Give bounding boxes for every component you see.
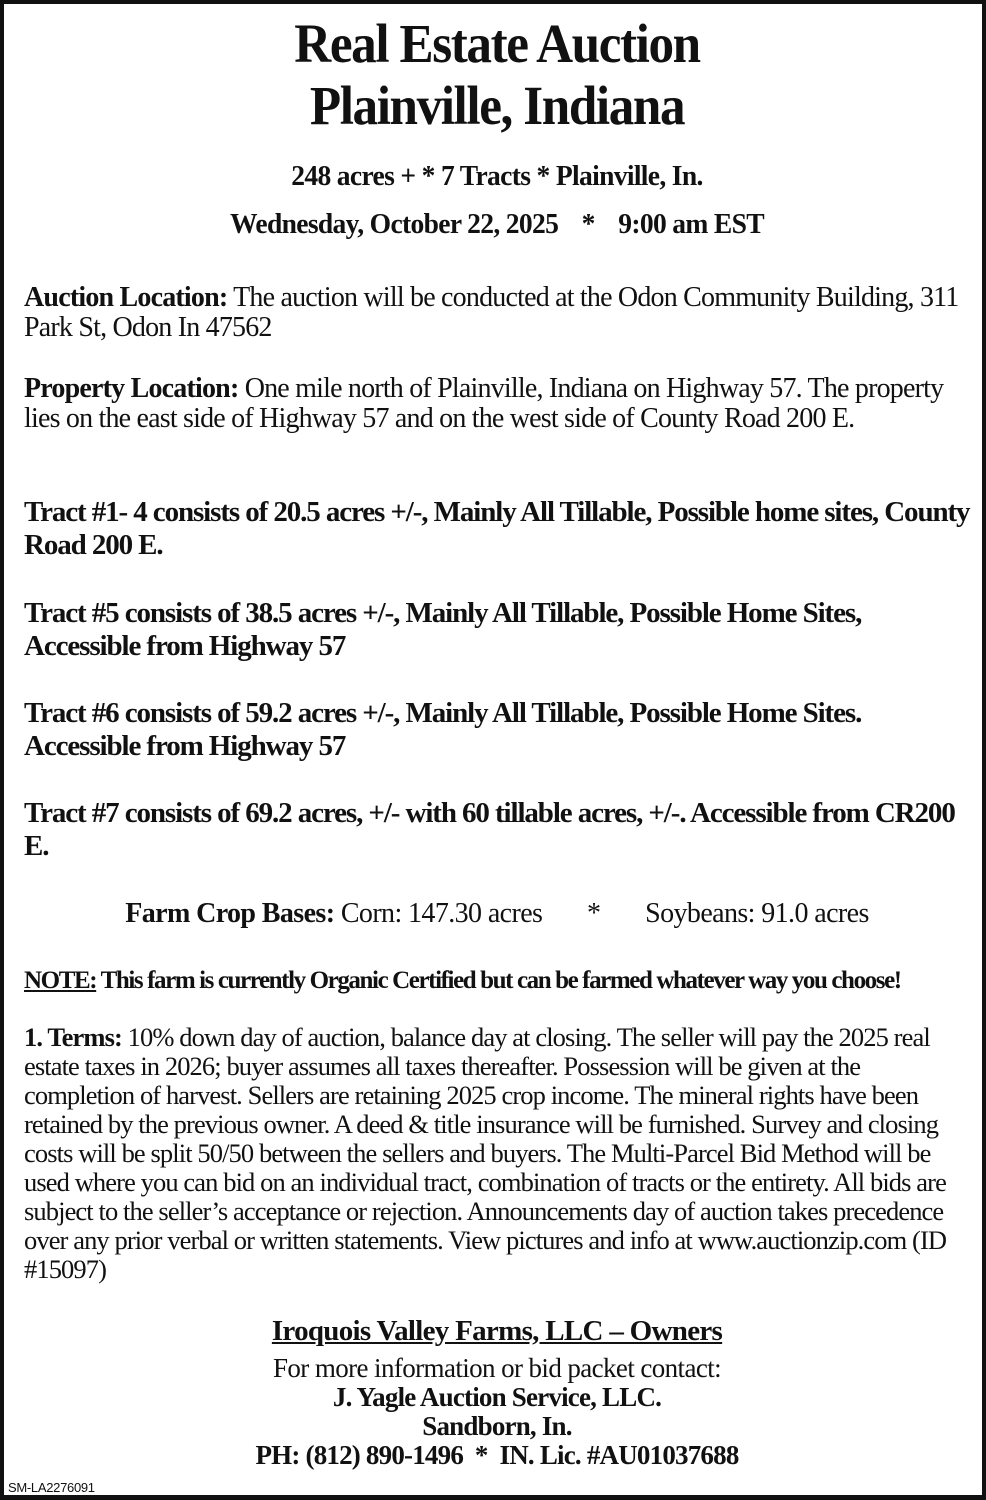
property-location-text: One mile north of Plainville, Indiana on Highway 57. The property lies on the east side of Highway 57 and on the west side of County Road 200 E. [24,373,944,434]
auction-location [24,283,970,343]
soybean-base: Soybeans: 91.0 acres [645,898,869,929]
contact-intro: For more information or bid packet contact: [272,1353,722,1383]
auction-location-label: Auction Location: [24,282,228,313]
tract-6: Tract #6 consists of 59.2 acres +/-, Mainly All Tillable, Possible Home Sites. Accessible from Highway 57 [24,697,862,762]
property-location-label: Property Location: [24,373,239,404]
date-separator: * [581,208,595,240]
company-city: Sandborn, In. [422,1411,572,1441]
ad-id: SM-LA2276091 [8,1480,95,1495]
corn-base: Corn: 147.30 acres [340,898,543,929]
terms-text: 10% down day of auction, balance day at closing. The seller will pay the 2025 real estate taxes in 2026; buyer assumes all taxes thereafter. Possession will be given at the completion of harvest. Sellers are retaining 2025 crop income. The mineral rights have been retained by the previous owner. A deed & title insurance will be furnished. Survey and closing costs will be split 50/50 between the sellers and buyers. The Multi-Parcel Bid Method will be used where you can bid on an individual tract, combination of tracts or the entirety. All bids are subject to the seller’s acceptance or rejection. Announcements day of auction takes precedence over any prior verbal or written statements. View pictures and info at www.auctionzip.com (ID #15097) [24,1022,947,1284]
auction-company: J. Yagle Auction Service, LLC. [332,1382,662,1412]
tract-1-4: Tract #1- 4 consists of 20.5 acres +/-, Mainly All Tillable, Possible home sites, County Road 200 E. [24,496,970,561]
tract-5: Tract #5 consists of 38.5 acres +/-, Mainly All Tillable, Possible Home Sites, Accessible from Highway 57 [24,597,862,662]
crop-bases-label: Farm Crop Bases: [125,898,335,929]
summary-line: 248 acres + * 7 Tracts * Plainville, In. [291,160,703,192]
title-line-1: Real Estate Auction [294,13,700,74]
organic-note [24,966,974,996]
terms-label: 1. Terms: [24,1022,122,1052]
note-text: This farm is currently Organic Certified but can be farmed whatever way you choose! [100,967,901,994]
owners-line: Iroquois Valley Farms, LLC – Owners [271,1315,723,1347]
tract-7: Tract #7 consists of 69.2 acres, +/- with 60 tillable acres, +/-. Accessible from CR200 E. [24,797,955,862]
note-label: NOTE: [24,967,97,994]
terms-paragraph [24,1023,976,1284]
phone-license-line: PH: (812) 890-1496 * IN. Lic. #AU01037688 [255,1440,739,1470]
auction-location-text: The auction will be conducted at the Odon Community Building, 311 Park St, Odon In 47562 [24,282,959,343]
auction-date: Wednesday, October 22, 2025 [230,208,559,240]
title-line-2: Plainville, Indiana [309,75,685,136]
crop-separator: * [587,898,601,929]
farm-crop-bases [4,898,986,930]
date-time-line [29,207,966,241]
property-location [24,374,970,434]
auction-time: 9:00 am EST [618,208,764,240]
